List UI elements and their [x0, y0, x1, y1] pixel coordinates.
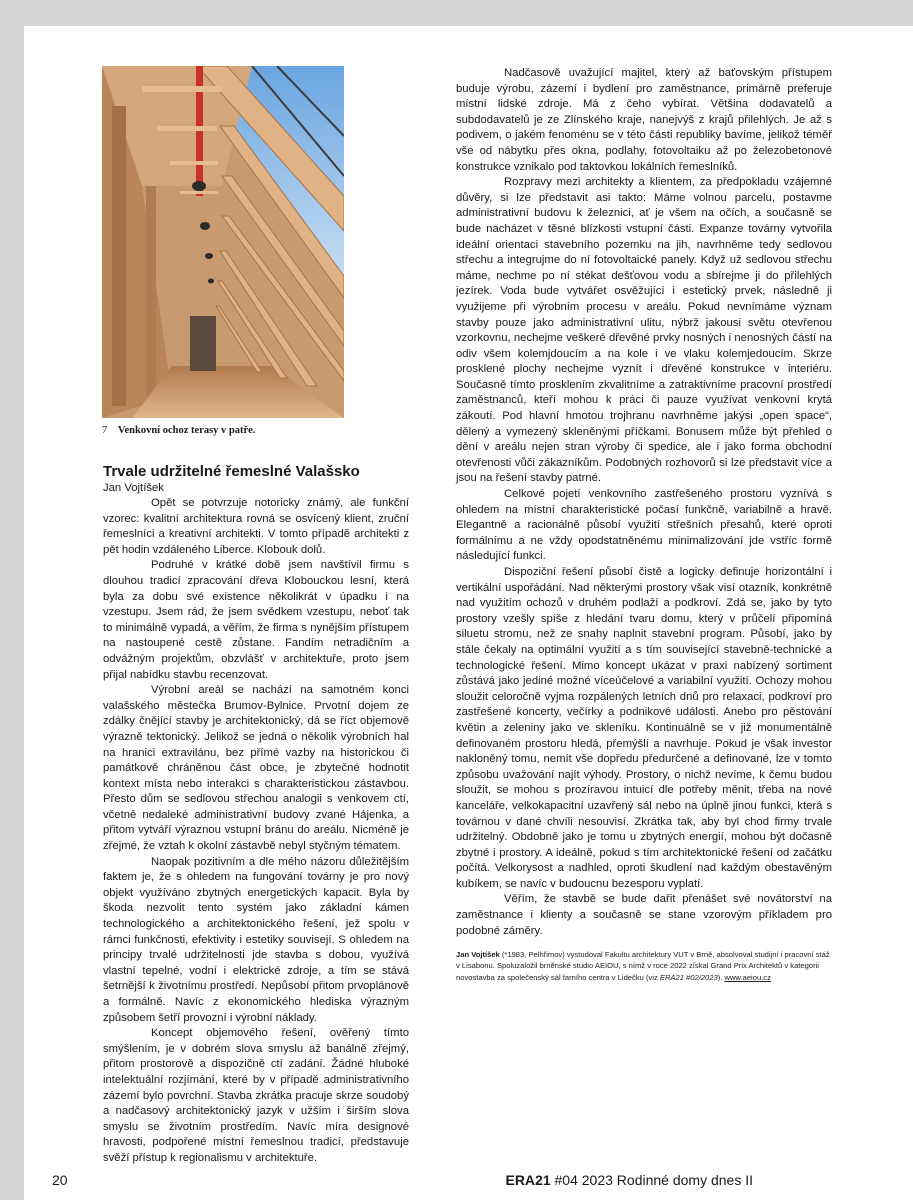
paragraph: Opět se potvrzuje notoricky známý, ale funkční vzorec: kvalitní architektura rovná se osvícený klient, zruční řemeslníci a kreativní architekti. V tomto případě architekti z pět hodin vzdáleného Liberce. Klobouk dolů. [103, 497, 409, 556]
bio-name: Jan Vojtíšek [456, 950, 500, 960]
left-column [103, 462, 409, 1167]
article-title: Trvale udržitelné řemeslné Valašsko [103, 463, 360, 480]
magazine-page [24, 26, 913, 1200]
right-column [456, 66, 832, 983]
paragraph: Rozpravy mezi architekty a klientem, za předpokladu vzájemné důvěry, si lze představit asi takto: Máme volnou parcelu, postavme administrativní budovu k železnici, ať je všem na očích, a současně se bude nacházet v těsné blízkosti vstupní části. Expanze továrny vytvořila ideální orientaci stavebního pozemku na jih, navrhněme tedy sedlovou střechu a integrujme do ní fotovoltaické panely. Když už sedlovou střechu máme, nechme po ní stékat dešťovou vodu a sbírejme ji do přilehlých jezírek. Voda bude vytvářet osvěžující i estetický prvek, následně ji využijeme při výrobním procesu v areálu. Pokud nevnímáme význam stavby pouze jako administrativní ulitu, nýbrž jakousi světu otevřenou vzorkovnu, nechejme veškeré dřevěné prvky nosných i nenosných částí na odiv všem kolemjdoucím a na kole i ve vlaku kolemjedoucím. Skrze prosklené plochy nechejme vyznít i dřevěné konstrukce v interiéru. Současně tímto prosklením zkvalitníme a zatraktivníme pracovní prostředí zaměstnanců, kteří mohou k práci či pauze využívat venkovní krytá zákoutí. Pod hlavní hmotou trojhranu navrhněme jakýsi „open space“, dělený a vymezený skleněnými příčkami. Bonusem může být přehled o dění v areálu nejen stran výroby či spedice, ale i jako forma obchodní otevřenosti vůči zákazníkům. Podobných rozhovorů si lze představit více a jsou na řešení stavby patrné. [456, 176, 832, 485]
bio-reference: ERA21 #02/2023 [659, 972, 718, 982]
magazine-brand: ERA21 [505, 1172, 551, 1188]
author-bio [456, 949, 832, 983]
issue-label: #04 2023 Rodinné domy dnes II [550, 1172, 753, 1188]
paragraph: Naopak pozitivním a dle mého názoru důležitějším faktem je, že s ohledem na fungování továrny je pro nový objekt využíváno zbytných energetických kapacit. Byla by škoda nezvolit tento systém jako základní kámen technologického a architektonického řešení, jež spolu v rámci funkčnosti, efektivity i estetiky souvisejí. S ohledem na principy trvalé udržitelnosti jde stavba s dobou, využívá vlastní tepelné, vodní i elektrické zdroje, a tím se stává šetrnější k životnímu prostředí. Nepůsobí přitom prvoplánově a formálně. Navíc z ekonomického hlediska výrazným způsobem šetří provozní i výrobní náklady. [103, 855, 409, 1024]
page-number: 20 [52, 1172, 68, 1188]
paragraph: Výrobní areál se nachází na samotném konci valašského městečka Brumov-Bylnice. Prvotní dojem ze zdálky čnějící stavby je architektonický, dá se říct objemově výrazně tektonický. Jelikož se jedná o několik výrobních hal na hranici extravilánu, bez přímé vazby na historickou či památkově chráněnou část obce, je zbytečné hodnotit kontext místa nebo interakci s charakteristickou zástavbou. Přesto dům se sedlovou střechou analogii s venkovem ctí, včetně nedaleké administrativní budovy zvané Hájenka, a přitom vytváří výraznou vstupní bránu do areálu. Nicméně je zřejmé, že vztah k okolní zástavbě nebyl styčným tématem. [103, 684, 409, 853]
article-author: Jan Vojtíšek [103, 482, 164, 494]
bio-text: (*1983, Pelhřimov) vystudoval Fakultu architektury VUT v Brně, absolvoval studijní i pracovní stáž v Lisabonu. Spoluzaložil brněnské studio AEIOU, s nímž v roce 2022 získal Grand Prix Architektů v kategorii novostavba za společenský sál farního centra v Lidečku (viz [456, 950, 830, 982]
caption-number: 7 [102, 425, 108, 436]
paragraph: Podruhé v krátké době jsem navštívil firmu s dlouhou tradicí zpracování dřeva Klobouckou lesní, která byla za dobu své existence několikrát v úpadku i na vzestupu. Jsem rád, že jsem svědkem vzestupu, neboť tak to minimálně vypadá, a věřím, že firma s nynějším přístupem na nastoupené cestě zůstane. Fandím netradičním a odvážným projektům, obzvlášť v architektuře, proto jsem přijal nabídku stavbu recenzovat. [103, 559, 409, 681]
paragraph: Dispoziční řešení působí čistě a logicky definuje horizontální i vertikální uspořádání. Nad některými prostory však visí otazník, konkrétně nad využitím ochozů v druhém podlaží a podkroví. Zdá se, jako by tyto prostory vzešly spíše z hledání tvaru domu, který v průčelí připomíná siluetu stromu, než ze snahy naplnit stavební program. Působí, jako by stále čekaly na optimální využití a s tím související stavebně-technické a technologické řešení. Mimo koncept ukázat v praxi nabízený sortiment zůstává jako jediné možné víceúčelové a variabilní využití. Ochozy mohou sloužit celoročně vyjma rozpálených letních dnů pro relaxaci, podkroví pro zastřešené koncerty, večírky a podnikové události. Anebo pro pěstování květin a zeleniny jako ve skleníku. Kontinuálně se v již monumentálně definovaném prostoru hledá, přemýšlí a navrhuje. Pokud je však investor nakloněný tomu, nemít vše dopředu předurčené a definované, lze v tomto způsobu uvažování najít výhody. Prostory, o nichž nevíme, k čemu budou sloužit, se mohou s prozíravou intuicí dle potřeby měnit, třeba na nové kanceláře, velkokapacitní uzavřený sál nebo na úplně jinou funkci, která s továrnou v dané chvíli nesouvisí. Zkrátka tak, aby byl chod firmy trvale udržitelný. Obdobně jako je tomu u zbytných energií, mohou být dočasně zbytné i prostory. A ideálně, pokud s tím architektonické řešení od začátku počítá. Velkorysost a nadhled, oproti škudlení nad každým obestavěným kubíkem, se navíc v budoucnu bezesporu vyplatí. [456, 566, 832, 890]
photo-caption [102, 425, 362, 436]
bio-text-after: ). [717, 972, 725, 982]
paragraph: Koncept objemového řešení, ověřený tímto smýšlením, je v dobrém slova smyslu až banálně zřejmý, přitom prostorově a dispozičně ctí zadání. Žádné hluboké intelektuální rozjímání, které by v případě administrativního zázemí bylo povrchní. Stavba zkrátka pracuje skrze soudobý a nadčasový architektonický jazyk v užším i širším slova smyslu se životním prostředím. Navíc míra designové hravosti, podpořené místní řemeslnou tradicí, představuje svěží přístup k regionalismu v architektuře. [103, 1027, 409, 1164]
paragraph: Celkové pojetí venkovního zastřešeného prostoru vyznívá s ohledem na místní charakteristické počasí funkčně, variabilně a hravě. Elegantně a racionálně působí využití střešních přesahů, které oproti formálnímu a ne vždy opodstatněnému minimalizování jde vstříc formě následující funkci. [456, 488, 832, 563]
magazine-issue [505, 1172, 753, 1188]
paragraph: Věřím, že stavbě se bude dařit přenášet své novátorství na zaměstnance i klienty a současně se stane vzorovým příkladem pro podobné záměry. [456, 893, 832, 937]
terrace-photo [102, 66, 344, 418]
caption-text: Venkovní ochoz terasy v patře. [117, 425, 256, 436]
paragraph: Nadčasově uvažující majitel, který až baťovským přístupem buduje výrobu, zázemí i bydlení pro zaměstnance, primárně preferuje místní lidské zdroje. Má z čeho vybírat. Většina dodavatelů a subdodavatelů je ze Zlínského kraje, nanejvýš z krajů přilehlých. Je až s podivem, o jakém fenoménu se v této části republiky bavíme, jelikož téměř vše od nábytku přes okna, podlahy, fotovoltaiku až po železobetonové konstrukce vznikalo pod taktovkou lokálních řemeslníků. [456, 67, 832, 173]
terrace-illustration [102, 66, 344, 418]
bio-website-link[interactable]: www.aeiou.cz [724, 972, 771, 982]
